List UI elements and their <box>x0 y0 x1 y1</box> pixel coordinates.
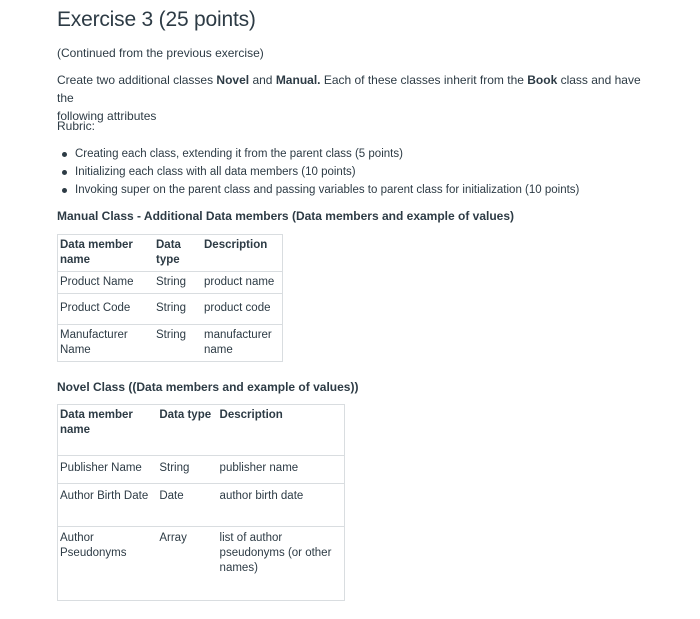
intro-manual: Manual. <box>275 73 321 87</box>
table-cell: Product Name <box>58 272 155 294</box>
rubric-item: Creating each class, extending it from the parent class (5 points) <box>57 145 579 163</box>
table-cell: Array <box>157 527 217 601</box>
table-cell: Manufacturer Name <box>58 325 155 362</box>
table-cell: Publisher Name <box>58 456 158 484</box>
table-cell: list of author pseudonyms (or other names) <box>218 527 345 601</box>
table-cell: product code <box>202 294 283 325</box>
table-cell: publisher name <box>218 456 345 484</box>
novel-table <box>57 404 345 601</box>
rubric-list <box>57 145 579 199</box>
rubric-item: Initializing each class with all data members (10 points) <box>57 163 579 181</box>
table-cell: manufacturer name <box>202 325 283 362</box>
table-cell: Product Code <box>58 294 155 325</box>
table-row <box>58 484 345 527</box>
page-title: Exercise 3 (25 points) <box>57 8 256 31</box>
manual-table <box>57 234 283 362</box>
table-cell: Date <box>157 484 217 527</box>
table-row <box>58 294 283 325</box>
intro-book: Book <box>527 73 558 87</box>
table-cell-text: Author Pseudonyms <box>60 532 127 559</box>
table-header-cell: Description <box>218 405 345 456</box>
table-header-cell: Data member name <box>58 405 158 456</box>
table-cell: Author Birth Date <box>58 484 158 527</box>
table-cell: String <box>154 272 202 294</box>
rubric-item: Invoking super on the parent class and passing variables to parent class for initialization (10 points) <box>57 181 579 199</box>
table-cell: String <box>157 456 217 484</box>
novel-heading: Novel Class ((Data members and example of values)) <box>57 380 359 394</box>
table-cell: product name <box>202 272 283 294</box>
intro-text-3: class and have the <box>57 73 641 105</box>
table-cell: String <box>154 294 202 325</box>
intro-paragraph <box>57 71 657 125</box>
table-cell: author birth date <box>218 484 345 527</box>
manual-heading: Manual Class - Additional Data members (Data members and example of values) <box>57 209 515 223</box>
intro-text-2: Each of these classes inherit from the <box>320 73 528 87</box>
table-header-cell: Description <box>202 235 283 272</box>
table-header-cell: Data type <box>157 405 217 456</box>
intro-text-1: Create two additional classes <box>57 73 217 87</box>
table-header-cell: Data member name <box>58 235 155 272</box>
continued-note: (Continued from the previous exercise) <box>57 46 264 60</box>
table-row <box>58 272 283 294</box>
intro-novel: Novel <box>216 73 250 87</box>
rubric-label: Rubric: <box>57 119 96 133</box>
table-header-row <box>58 405 345 456</box>
intro-and: and <box>249 73 276 87</box>
intro-text-4: following attributes <box>57 109 157 123</box>
table-row <box>58 456 345 484</box>
table-row <box>58 527 345 601</box>
table-header-row <box>58 235 283 272</box>
table-cell <box>58 527 158 601</box>
table-header-cell: Data type <box>154 235 202 272</box>
table-row <box>58 325 283 362</box>
table-cell: String <box>154 325 202 362</box>
